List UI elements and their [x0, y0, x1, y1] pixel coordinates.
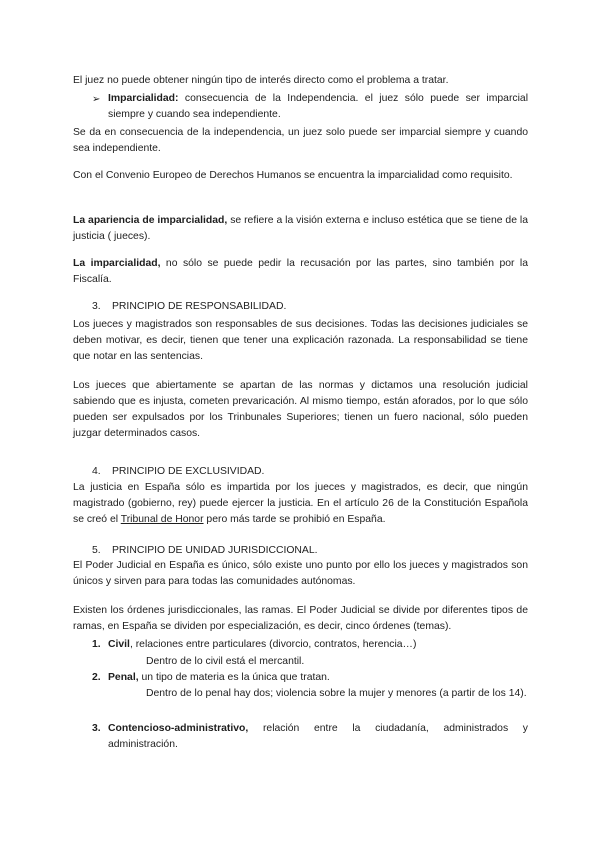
apariencia-term: La apariencia de imparcialidad, — [73, 215, 228, 226]
responsabilidad-paragraph-2: Los jueces que abiertamente se apartan de las normas y dictamos una resolución judicial sabiendo que es injusta, cometen prevaricación. Al mismo tiempo, están aforados, por lo que sólo pueden ser expulsados por los Trinbunales Superiores; tienen un fuero nacional, sólo pueden juzgar determinados casos. — [73, 380, 528, 439]
apariencia-paragraph: La apariencia de imparcialidad, se refiere a la visión externa e incluso estética que se tiene de la justicia ( jueces). — [73, 215, 528, 242]
order-2-sub: Dentro de lo penal hay dos; violencia sobre la mujer y menores (a partir de los 14). — [146, 688, 527, 699]
order-2-number: 2. — [92, 672, 101, 683]
independencia-paragraph: Se da en consecuencia de la independencia, un juez solo puede ser imparcial siempre y cuando sea independiente. — [73, 127, 528, 154]
order-2-penal: Penal, un tipo de materia es la única que tratan. — [108, 672, 330, 683]
imparcialidad-line1: Imparcialidad: consecuencia de la Independencia. el juez sólo puede ser imparcial — [108, 93, 528, 104]
section-4-heading: 4. PRINCIPIO DE EXCLUSIVIDAD. — [92, 466, 265, 477]
tribunal-de-honor-link: Tribunal de Honor — [120, 514, 204, 525]
arrow-bullet-icon: ➢ — [92, 94, 101, 105]
order-3-number: 3. — [92, 723, 101, 734]
imparcialidad-line2: siempre y cuando sea independiente. — [108, 109, 281, 120]
section-5-heading: 5. PRINCIPIO DE UNIDAD JURISDICCIONAL. — [92, 545, 318, 556]
exclusividad-paragraph: La justicia en España sólo es impartida por los jueces y magistrados, es decir, que ningún magistrado (gobierno, rey) puede ejercer la justicia. En el artículo 26 de la Constitución Española se creó el Tribunal de Honor pero más tarde se prohibió en España. — [73, 482, 528, 525]
recusacion-term: La imparcialidad, — [73, 258, 161, 269]
unidad-paragraph-2: Existen los órdenes jurisdiccionales, las ramas. El Poder Judicial se divide por diferentes tipos de ramas, en España se dividen por especialización, es decir, cinco órdenes (temas). — [73, 605, 528, 632]
responsabilidad-paragraph-1: Los jueces y magistrados son responsables de sus decisiones. Todas las decisiones judiciales se deben motivar, es decir, tienen que tener una explicación razonada. La responsabilidad se tiene que notar en las sentencias. — [73, 319, 528, 362]
order-1-number: 1. — [92, 639, 101, 650]
order-3-contencioso: Contencioso-administrativo, relación entre la ciudadanía, administrados y administración. — [108, 723, 528, 750]
section-3-heading: 3. PRINCIPIO DE RESPONSABILIDAD. — [92, 301, 287, 312]
imparcialidad-term: Imparcialidad: — [108, 93, 179, 104]
convenio-paragraph: Con el Convenio Europeo de Derechos Humanos se encuentra la imparcialidad como requisito. — [73, 170, 513, 181]
order-1-sub: Dentro de lo civil está el mercantil. — [146, 656, 305, 667]
recusacion-paragraph: La imparcialidad, no sólo se puede pedir la recusación por las partes, sino también por la Fiscalía. — [73, 258, 529, 285]
intro-paragraph: El juez no puede obtener ningún tipo de interés directo como el problema a tratar. — [73, 75, 449, 86]
order-1-civil: Civil, relaciones entre particulares (divorcio, contratos, herencia…) — [108, 639, 417, 650]
unidad-paragraph-1: El Poder Judicial en España es único, sólo existe uno punto por ello los jueces y magistrados son únicos y sirven para para todas las comunidades autónomas. — [73, 560, 528, 587]
